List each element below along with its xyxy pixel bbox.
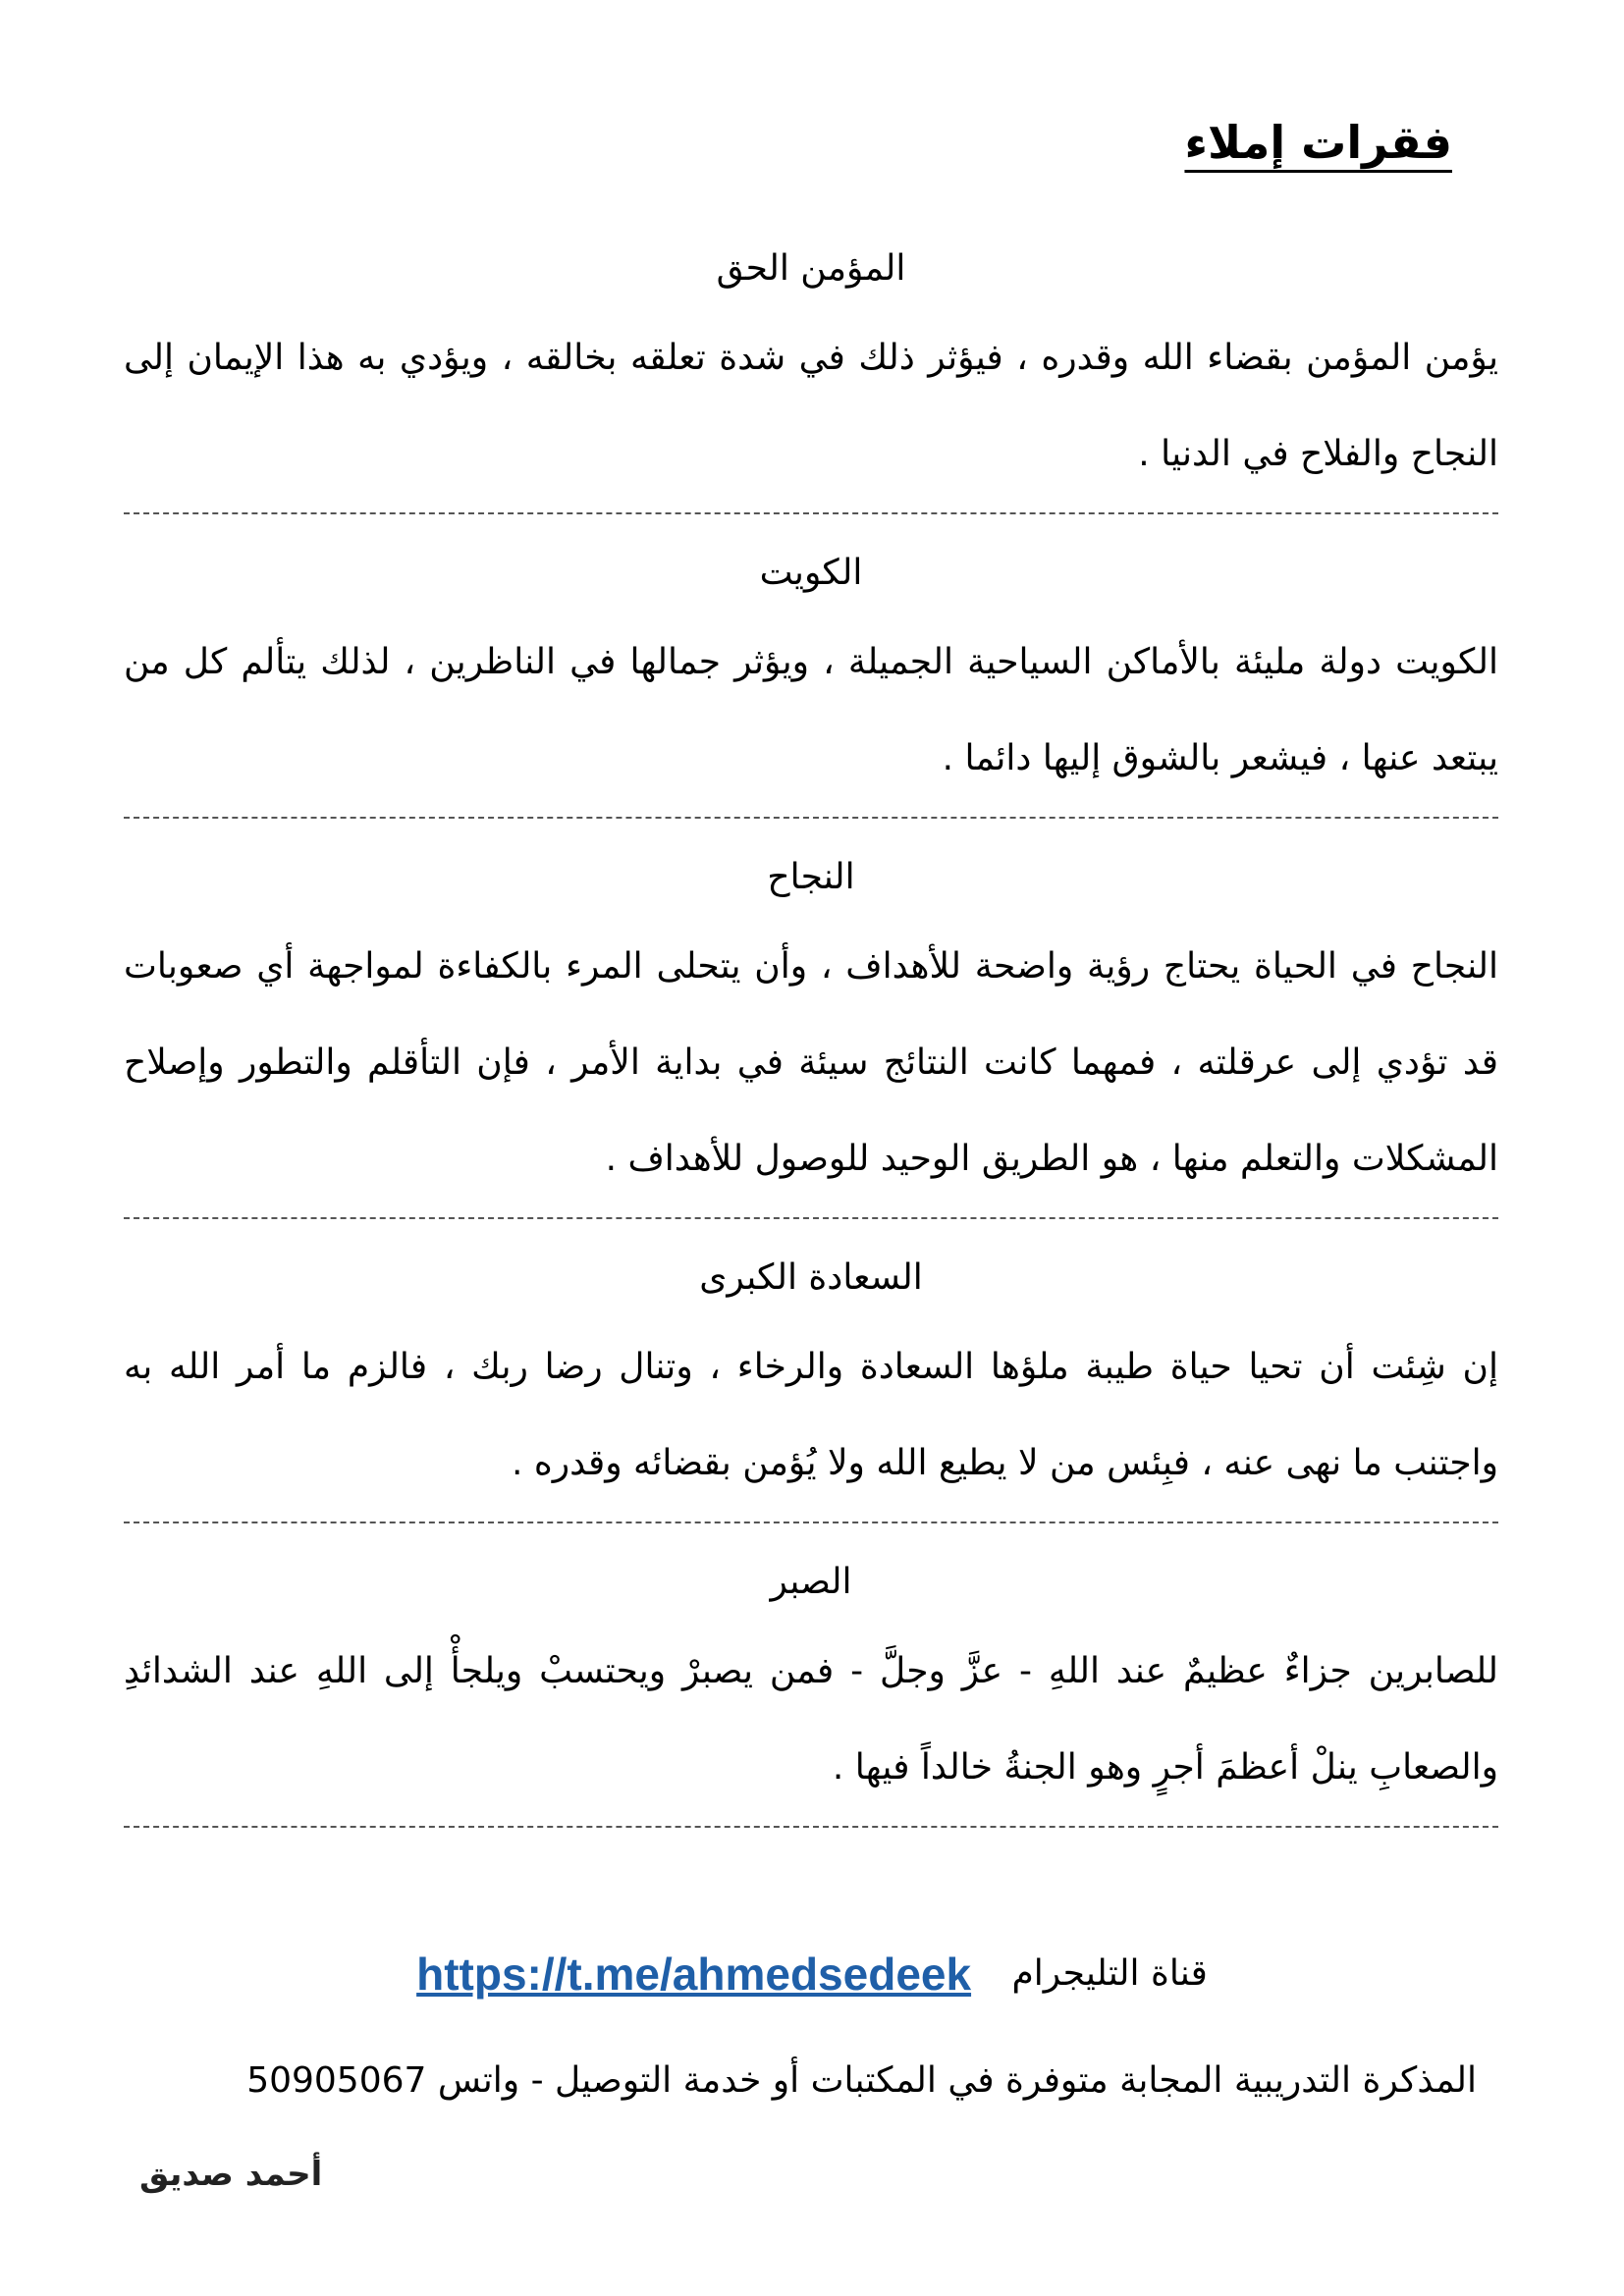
section-body: للصابرين جزاءٌ عظيمٌ عند اللهِ - عزَّ وجلَّ - فمن يصبرْ ويحتسبْ ويلجأْ إلى اللهِ عند الشدائدِ والصعابِ ينلْ أعظمَ أجرٍ وهو الجنةُ خالداً فيها . bbox=[124, 1651, 1498, 1788]
section-heading: الكويت bbox=[759, 553, 863, 593]
telegram-label: قناة التليجرام bbox=[1011, 1953, 1208, 1994]
section-divider bbox=[124, 817, 1498, 819]
section-kuwait bbox=[124, 532, 1498, 819]
telegram-row bbox=[0, 1939, 1624, 2007]
section-divider bbox=[124, 512, 1498, 514]
section-heading: الصبر bbox=[770, 1562, 852, 1602]
section-believer bbox=[124, 228, 1498, 514]
section-body: يؤمن المؤمن بقضاء الله وقدره ، فيؤثر ذلك في شدة تعلقه بخالقه ، ويؤدي به هذا الإيمان إلى النجاح والفلاح في الدنيا . bbox=[124, 338, 1498, 474]
telegram-link[interactable]: https://t.me/ahmedsedeek bbox=[416, 1949, 972, 2000]
section-body: النجاح في الحياة يحتاج رؤية واضحة للأهداف ، وأن يتحلى المرء بالكفاءة لمواجهة أي صعوبات قد تؤدي إلى عرقلته ، فمهما كانت النتائج سيئة في بداية الأمر ، فإن التأقلم والتطور وإصلاح المشكلات والتعلم منها ، هو الطريق الوحيد للوصول للأهداف . bbox=[124, 946, 1498, 1179]
section-body: الكويت دولة مليئة بالأماكن السياحية الجميلة ، ويؤثر جمالها في الناظرين ، لذلك يتألم كل من يبتعد عنها ، فيشعر بالشوق إليها دائما . bbox=[124, 642, 1498, 778]
section-heading: المؤمن الحق bbox=[716, 248, 906, 289]
section-body: إن شِئت أن تحيا حياة طيبة ملؤها السعادة والرخاء ، وتنال رضا ربك ، فالزم ما أمر الله به واجتنب ما نهى عنه ، فبِئس من لا يطيع الله ولا يُؤمن بقضائه وقدره . bbox=[124, 1347, 1498, 1483]
section-happiness bbox=[124, 1237, 1498, 1523]
sections-container bbox=[124, 228, 1498, 1845]
author-signature: أحمد صديق bbox=[139, 2155, 323, 2194]
page-title: فقرات إملاء bbox=[1184, 116, 1452, 169]
section-divider bbox=[124, 1217, 1498, 1219]
section-divider bbox=[124, 1826, 1498, 1828]
section-patience bbox=[124, 1541, 1498, 1828]
section-divider bbox=[124, 1522, 1498, 1523]
section-heading: السعادة الكبرى bbox=[699, 1257, 923, 1298]
footer-note: المذكرة التدريبية المجابة متوفرة في المكتبات أو خدمة التوصيل - واتس 50905067 bbox=[246, 2060, 1477, 2101]
section-heading: النجاح bbox=[767, 857, 855, 897]
section-success bbox=[124, 836, 1498, 1219]
